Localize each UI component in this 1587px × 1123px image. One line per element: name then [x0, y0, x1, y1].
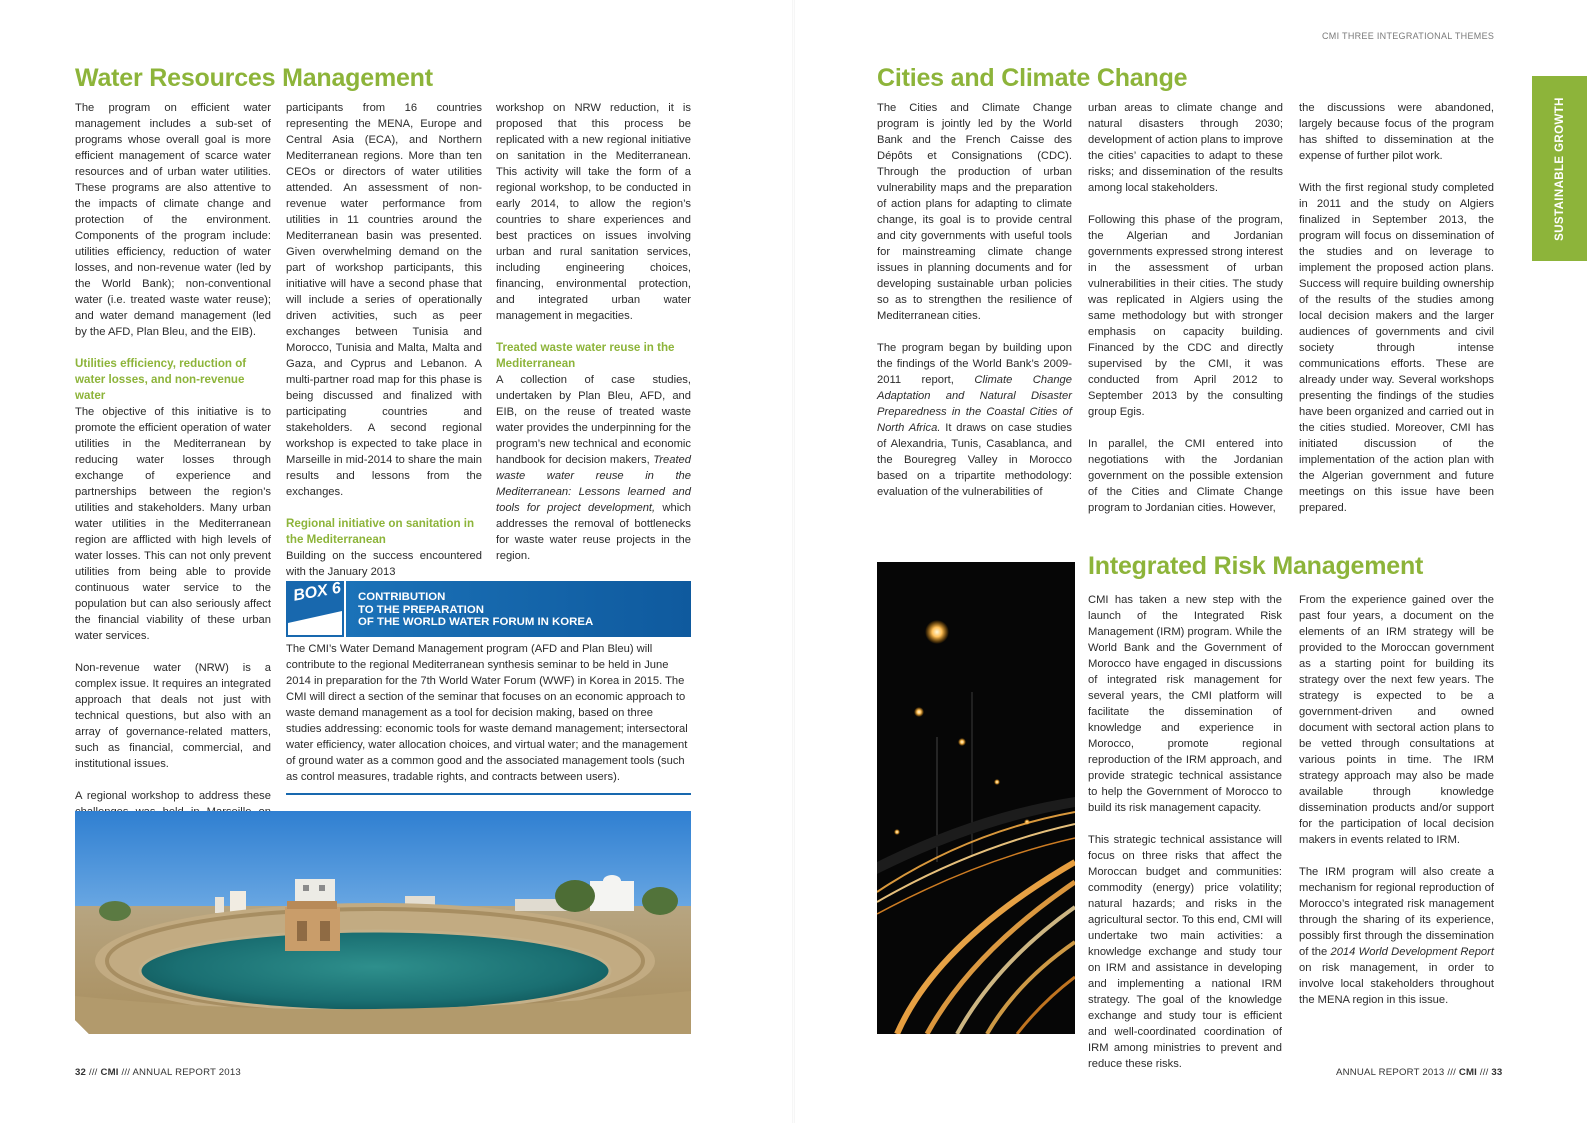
participants-paragraph: participants from 16 countries representing the MENA, Europe and Central Asia (ECA), and Northern Mediterranean regions. More than ten CEOs or directors of water utilities attended. An assessment of non-revenue water performance from utilities in 11 countries around the Mediterranean basin was presented. Given overwhelming demand on the part of workshop participants, this initiative will have a second phase that will include a series of operationally driven activities, such as peer exchanges between Tunisia and Morocco, Tunisia and Malta, Malta and Gaza, and Cyprus and Lebanon. A multi-partner road map for this phase is being discussed and finalized with participating countries and stakeholders. A second regional workshop is expected to take place in Marseille in mid-2014 to share the main results and lessons from the exchanges. — [286, 102, 482, 498]
right-page-footer: ANNUAL REPORT 2013 /// CMI /// 33 — [1336, 1067, 1503, 1078]
waste-water-heading: Treated waste water reuse in the Mediterranean — [496, 341, 675, 370]
page-gutter — [792, 0, 795, 1123]
risk-section-title: Integrated Risk Management — [1088, 552, 1424, 580]
waste-water-paragraph: A collection of case studies, undertaken by Plan Bleu, AFD, and EIB, on the reuse of treated waste water provides the underpinning for the program’s new technical and economic handbook for decision makers, Treated waste water reuse in the Mediterranean: Lessons learned and tools for project development, which addresses the removal of bottlenecks for waste water reuse projects in the region. — [496, 374, 691, 562]
cities-algeria-paragraph: Following this phase of the program, the Algerian and Jordanian governments expressed strong interest in the assessment of urban vulnerabilities in their cities. The study was replicated in Algiers using the same methodology but with stronger emphasis on capacity building. Financed by the CDC and directly supervised by the CMI, it was conducted from April 2012 to September 2013 by the consulting group Egis. — [1088, 214, 1283, 418]
cities-column-1 — [877, 100, 1072, 500]
risk-intro-paragraph: CMI has taken a new step with the launch of the Integrated Risk Management (IRM) program. While the World Bank and the Government of Morocco have engaged in discussions of integrated risk management for several years, the CMI platform will facilitate the dissemination of knowledge and experience in Morocco, promote regional reproduction of the IRM approach, and provide strategic technical assistance to help the Government of Morocco to build its risk management capacity. — [1088, 594, 1282, 814]
left-page-footer: 32 /// CMI /// ANNUAL REPORT 2013 — [75, 1067, 241, 1078]
risk-mechanism-paragraph: The IRM program will also create a mechanism for regional reproduction of Morocco’s integrated risk management through the sharing of its experience, possibly first through the dissemination of the 2014 World Development Report on risk management, in order to involve local stakeholders throughout the MENA region in this issue. — [1299, 866, 1494, 1006]
sanitation-heading: Regional initiative on sanitation in the Mediterranean — [286, 517, 475, 546]
cities-urban-paragraph: urban areas to climate change and natural disasters through 2030; development of action plans to improve the cities’ capacities to adapt to these risks; and dissemination of the results among local stakeholders. — [1088, 102, 1283, 194]
box-6-tag-label: BOX 6 — [292, 579, 343, 605]
night-highway-illustration — [877, 562, 1075, 1034]
sanitation-paragraph: Building on the success encountered with the January 2013 — [286, 550, 482, 578]
reservoir-illustration — [75, 811, 691, 1034]
cities-findings-paragraph: The program began by building upon the findings of the World Bank’s 2009-2011 report, Climate Change Adaptation and Natural Disaster Preparedness in the Coastal Cities of North Africa. It draws on case studies of Alexandria, Tunis, Casablanca, and the Bouregreg Valley in Morocco based on a tripartite methodology: evaluation of the vulnerabilities of — [877, 342, 1073, 498]
box-6-title: CONTRIBUTION TO THE PREPARATION OF THE WORLD WATER FORUM IN KOREA — [358, 591, 594, 628]
nrw-reduction-paragraph: workshop on NRW reduction, it is proposed that this process be replicated with a new regional initiative on sanitation in the Mediterranean. This activity will take the form of a regional workshop, to be conducted in early 2014, to allow the region’s countries to share experiences and best practices on issues involving urban and rural sanitation services, including engineering choices, financing, environmental protection, and integrated urban water management in megacities. — [496, 102, 691, 322]
cities-column-2 — [1088, 100, 1283, 516]
workshop-paragraph: A regional workshop to address these — [75, 790, 271, 802]
night-highway-photo — [877, 562, 1075, 1034]
cities-column-3 — [1299, 100, 1494, 516]
nrw-paragraph: Non-revenue water (NRW) is a complex issue. It requires an integrated approach that deals not just with technical questions, but also with an array of governance-related matters, such as financial, commercial, and institutional issues. — [75, 662, 271, 770]
box-6-banner — [346, 581, 691, 637]
side-tab-label: SUSTAINABLE GROWTH — [1553, 96, 1566, 241]
sustainable-growth-tab — [1532, 76, 1587, 261]
risk-strategy-paragraph: From the experience gained over the past four years, a document on the elements of an IRM strategy will be provided to the Moroccan government as a starting point for building its strategy over the next few years. The strategy is expected to be a government-driven and owned document with sectoral action plans to be vetted through consultations at various points in time. The IRM strategy approach may also be made available through knowledge dissemination products and/or support for the participation of local decision makers in events related to IRM. — [1299, 594, 1494, 846]
running-head: CMI THREE INTEGRATIONAL THEMES — [1322, 31, 1495, 41]
water-section-title: Water Resources Management — [75, 64, 433, 92]
cities-jordan-paragraph: In parallel, the CMI entered into negotiations with the Jordanian government on the possible extension of the Cities and Climate Change program to Jordanian cities. However, — [1088, 438, 1283, 514]
water-intro-paragraph: The program on efficient water management includes a sub-set of programs whose overall goal is more efficient management of scarce water resources and of urban water utilities. These programs are also attentive to the impacts of climate change and protection of the environment. Components of the program include: utilities efficiency, reduction of water losses, and non-revenue water (led by the World Bank); non-conventional water (i.e. treated waste water reuse); and water demand management (led by the AFD, Plan Bleu, and the EIB). — [75, 102, 271, 338]
utilities-paragraph: The objective of this initiative is to promote the efficient operation of water utilities in the Mediterranean by reducing water losses through exchange of experience and partnerships between the region’s utilities and stakeholders. Many urban water utilities in the Mediterranean region are afflicted with high levels of water losses. This can not only prevent utilities from being able to provide continuous water service to the population but can also seriously affect the financial viability of these urban water services. — [75, 406, 271, 642]
cities-intro-paragraph: The Cities and Climate Change program is jointly led by the World Bank and the French Caisse des Dépôts et Consignations (CDC). Through the production of urban vulnerability maps and the preparation of action plans for adapting to climate change, its goal is to provide central and city governments with useful tools for mainstreaming climate change issues in planning documents and for developing sustainable urban policies so as to strengthen the resilience of Mediterranean cities. — [877, 102, 1072, 322]
box-6-body: The CMI’s Water Demand Management program (AFD and Plan Bleu) will contribute to the regional Mediterranean synthesis seminar to be held in June 2014 in preparation for the 7th World Water Forum (WWF) in Korea in 2015. The CMI will direct a section of the seminar that focuses on an economic approach to waste demand management as a tool for decision making, based on three studies addressing: economic tools for waste demand management; intersectoral water efficiency, water allocation choices, and virtual water; and the management of ground water as a common good and the associated management tools (such as control measures, tradable rights, and contracts between users). — [286, 643, 688, 783]
utilities-heading: Utilities efficiency, reduction of water losses, and non-revenue water — [75, 357, 247, 402]
box-6-rule — [286, 793, 691, 795]
risk-column-1 — [1088, 592, 1282, 1072]
water-column-1 — [75, 100, 271, 836]
cities-dissemination-paragraph: With the first regional study completed in 2011 and the study on Algiers finalized in September 2013, the program will focus on dissemination of the studies and on leverage to implement the proposed action plans. Success will require building ownership of the results of the studies among local decision makers and the larger audiences of governments and civil society through intense communications efforts. These are already under way. Several workshops presenting the findings of the studies have been organized and carried out in the cities studied. Moreover, CMI has initiated discussion of the implementation of the action plan with the Algerian government and future meetings on this issue have been prepared. — [1299, 182, 1494, 514]
risk-column-2 — [1299, 592, 1494, 1008]
reservoir-photo — [75, 811, 691, 1034]
water-column-2 — [286, 100, 482, 580]
risk-assistance-paragraph: This strategic technical assistance will focus on three risks that affect the Moroccan budget and communities: commodity (energy) price volatility; natural hazards; and risks in the agricultural sector. To this end, CMI will undertake two main activities: a knowledge exchange and study tour on IRM and assistance in developing and implementing a national IRM strategy. The goal of the knowledge exchange and study tour is efficient and well-coordinated coordination of IRM among ministries to prevent and reduce these risks. — [1088, 834, 1282, 1070]
box-6-tag — [286, 581, 344, 637]
cities-abandoned-paragraph: the discussions were abandoned, largely because focus of the program has shifted to dissemination at the expense of further pilot work. — [1299, 102, 1494, 162]
box-6-header — [286, 581, 691, 637]
water-column-3 — [496, 100, 691, 564]
cities-section-title: Cities and Climate Change — [877, 64, 1188, 92]
